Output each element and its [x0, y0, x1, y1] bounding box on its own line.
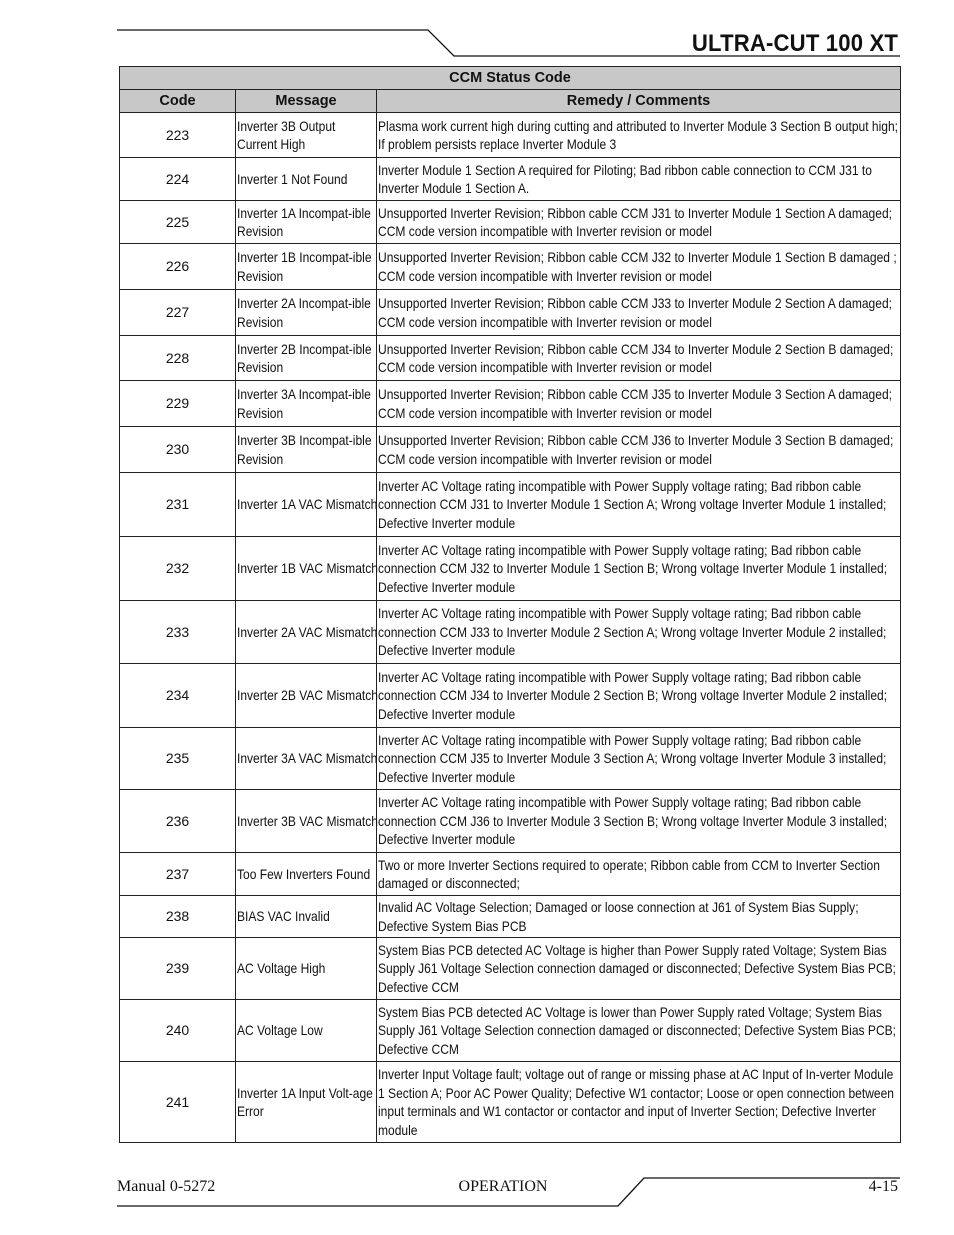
table-row [120, 113, 901, 158]
table-row [120, 896, 901, 938]
table-row [120, 790, 901, 853]
footer-page-number: 4-15 [868, 1178, 898, 1195]
table-row [120, 427, 901, 473]
status-code: 238 [120, 896, 236, 938]
remedy-cell [377, 244, 901, 290]
status-message: Inverter 3A Incompat-ible Revision [237, 386, 371, 421]
message-cell [236, 728, 377, 790]
table-row [120, 601, 901, 664]
status-message: Inverter 2B Incompat-ible Revision [237, 340, 372, 375]
message-cell [236, 427, 377, 473]
message-cell [236, 473, 377, 537]
status-code: 240 [120, 1000, 236, 1062]
status-message: Inverter 2B VAC Mismatch [237, 687, 378, 704]
table-row [120, 244, 901, 290]
footer-manual-number: Manual 0-5272 [117, 1178, 216, 1195]
table-row [120, 664, 901, 728]
remedy-cell [377, 790, 901, 853]
remedy-cell [377, 938, 901, 1000]
table-row [120, 1062, 901, 1143]
message-cell [236, 244, 377, 290]
message-cell [236, 1000, 377, 1062]
remedy-comment: Unsupported Inverter Revision; Ribbon cable CCM J36 to Inverter Module 3 Section B damaged; CCM code version incompatible with Inverter revision or model [378, 432, 894, 467]
status-code: 232 [120, 537, 236, 601]
status-code: 224 [120, 158, 236, 201]
column-header-remedy: Remedy / Comments [377, 90, 901, 113]
remedy-comment: System Bias PCB detected AC Voltage is lower than Power Supply rated Voltage; System Bias Supply J61 Voltage Selection connection damaged or disconnected; Defective System Bias PCB; Defective CCM [378, 1003, 897, 1057]
message-cell [236, 113, 377, 158]
status-message: Inverter 3A VAC Mismatch [237, 750, 378, 767]
status-message: AC Voltage Low [237, 1022, 323, 1039]
column-header-message: Message [236, 90, 377, 113]
remedy-comment: Unsupported Inverter Revision; Ribbon cable CCM J31 to Inverter Module 1 Section A damaged; CCM code version incompatible with Inverter revision or model [378, 204, 892, 239]
footer-section-name: OPERATION [458, 1178, 548, 1195]
remedy-comment: Unsupported Inverter Revision; Ribbon cable CCM J33 to Inverter Module 2 Section A damaged; CCM code version incompatible with Inverter revision or model [378, 295, 892, 330]
remedy-cell [377, 896, 901, 938]
table-row [120, 201, 901, 244]
remedy-cell [377, 664, 901, 728]
remedy-cell [377, 427, 901, 473]
status-message: Inverter 1A Input Volt-age Error [237, 1084, 373, 1119]
remedy-comment: Inverter Input Voltage fault; voltage out of range or missing phase at AC Input of In-verter Module 1 Section A; Poor AC Power Quality; Defective W1 contactor; Loose or open connection between input terminals and W1 contactor or contactor and input of Inverter Section; Defective Inverter module [378, 1066, 895, 1138]
table-row [120, 1000, 901, 1062]
remedy-cell [377, 158, 901, 201]
remedy-comment: Unsupported Inverter Revision; Ribbon cable CCM J35 to Inverter Module 3 Section A damaged; CCM code version incompatible with Inverter revision or model [378, 386, 892, 421]
status-code: 229 [120, 381, 236, 427]
message-cell [236, 1062, 377, 1143]
status-code: 231 [120, 473, 236, 537]
remedy-comment: Inverter AC Voltage rating incompatible with Power Supply voltage rating; Bad ribbon cable connection CCM J34 to Inverter Module 2 Section B; Wrong voltage Inverter Module 2 installed; Defective Inverter module [378, 668, 888, 722]
remedy-comment: System Bias PCB detected AC Voltage is higher than Power Supply rated Voltage; System Bias Supply J61 Voltage Selection connection damaged or disconnected; Defective System Bias PCB; Defective CCM [378, 941, 897, 995]
status-code: 228 [120, 336, 236, 381]
message-cell [236, 290, 377, 336]
status-message: Inverter 1 Not Found [237, 170, 348, 187]
status-message: Inverter 2A Incompat-ible Revision [237, 295, 371, 330]
remedy-comment: Invalid AC Voltage Selection; Damaged or loose connection at J61 of System Bias Supply; Defective System Bias PCB [378, 899, 859, 934]
status-code: 234 [120, 664, 236, 728]
remedy-cell [377, 113, 901, 158]
remedy-cell [377, 1000, 901, 1062]
remedy-cell [377, 336, 901, 381]
status-code: 236 [120, 790, 236, 853]
table-row [120, 158, 901, 201]
remedy-comment: Inverter AC Voltage rating incompatible with Power Supply voltage rating; Bad ribbon cable connection CCM J35 to Inverter Module 3 Section A; Wrong voltage Inverter Module 3 installed; Defective Inverter module [378, 731, 887, 785]
status-code: 223 [120, 113, 236, 158]
status-code: 235 [120, 728, 236, 790]
table-row [120, 381, 901, 427]
table-row [120, 473, 901, 537]
status-code: 230 [120, 427, 236, 473]
document-title: ULTRA-CUT 100 XT [691, 30, 898, 57]
remedy-cell [377, 601, 901, 664]
remedy-comment: Unsupported Inverter Revision; Ribbon cable CCM J34 to Inverter Module 2 Section B damaged; CCM code version incompatible with Inverter revision or model [378, 340, 894, 375]
status-message: Inverter 1B Incompat-ible Revision [237, 249, 372, 284]
status-message: Inverter 3B VAC Mismatch [237, 812, 378, 829]
remedy-comment: Plasma work current high during cutting and attributed to Inverter Module 3 Section B output high; If problem persists replace Inverter Module 3 [378, 117, 899, 152]
message-cell [236, 790, 377, 853]
status-message: Inverter 3B Output Current High [237, 117, 336, 152]
message-cell [236, 201, 377, 244]
table-row [120, 728, 901, 790]
message-cell [236, 158, 377, 201]
status-message: Inverter 2A VAC Mismatch [237, 623, 378, 640]
remedy-comment: Inverter AC Voltage rating incompatible with Power Supply voltage rating; Bad ribbon cable connection CCM J32 to Inverter Module 1 Section B; Wrong voltage Inverter Module 1 installed; Defective Inverter module [378, 541, 888, 595]
status-message: Inverter 3B Incompat-ible Revision [237, 432, 372, 467]
status-code: 237 [120, 853, 236, 896]
remedy-comment: Inverter AC Voltage rating incompatible with Power Supply voltage rating; Bad ribbon cable connection CCM J36 to Inverter Module 3 Section B; Wrong voltage Inverter Module 3 installed; Defective Inverter module [378, 794, 888, 848]
remedy-cell [377, 201, 901, 244]
remedy-comment: Inverter AC Voltage rating incompatible with Power Supply voltage rating; Bad ribbon cable connection CCM J33 to Inverter Module 2 Section A; Wrong voltage Inverter Module 2 installed; Defective Inverter module [378, 605, 887, 659]
column-header-code: Code [120, 90, 236, 113]
message-cell [236, 853, 377, 896]
remedy-cell [377, 537, 901, 601]
remedy-cell [377, 381, 901, 427]
message-cell [236, 896, 377, 938]
status-message: AC Voltage High [237, 960, 326, 977]
message-cell [236, 381, 377, 427]
remedy-cell [377, 1062, 901, 1143]
remedy-cell [377, 473, 901, 537]
table-header-row [120, 90, 901, 113]
remedy-comment: Inverter Module 1 Section A required for Piloting; Bad ribbon cable connection to CCM J31 to Inverter Module 1 Section A. [378, 161, 872, 196]
message-cell [236, 664, 377, 728]
table-title: CCM Status Code [120, 67, 901, 90]
remedy-comment: Two or more Inverter Sections required to operate; Ribbon cable from CCM to Inverter Section damaged or disconnected; [378, 856, 880, 891]
status-code: 225 [120, 201, 236, 244]
status-code: 226 [120, 244, 236, 290]
remedy-cell [377, 853, 901, 896]
message-cell [236, 537, 377, 601]
status-message: Inverter 1A VAC Mismatch [237, 496, 378, 513]
remedy-comment: Inverter AC Voltage rating incompatible with Power Supply voltage rating; Bad ribbon cable connection CCM J31 to Inverter Module 1 Section A; Wrong voltage Inverter Module 1 installed; Defective Inverter module [378, 477, 887, 531]
table-row [120, 290, 901, 336]
ccm-status-code-table [119, 66, 901, 1143]
message-cell [236, 601, 377, 664]
table-title-row [120, 67, 901, 90]
status-code: 227 [120, 290, 236, 336]
status-message: BIAS VAC Invalid [237, 908, 330, 925]
status-message: Inverter 1A Incompat-ible Revision [237, 204, 371, 239]
table-row [120, 853, 901, 896]
remedy-comment: Unsupported Inverter Revision; Ribbon cable CCM J32 to Inverter Module 1 Section B damaged ; CCM code version incompatible with Inverter revision or model [378, 249, 897, 284]
table-body [120, 113, 901, 1143]
status-code: 241 [120, 1062, 236, 1143]
status-code: 239 [120, 938, 236, 1000]
status-code: 233 [120, 601, 236, 664]
message-cell [236, 938, 377, 1000]
table-row [120, 537, 901, 601]
status-message: Too Few Inverters Found [237, 865, 371, 882]
message-cell [236, 336, 377, 381]
table-row [120, 938, 901, 1000]
table-row [120, 336, 901, 381]
remedy-cell [377, 728, 901, 790]
status-message: Inverter 1B VAC Mismatch [237, 560, 378, 577]
remedy-cell [377, 290, 901, 336]
